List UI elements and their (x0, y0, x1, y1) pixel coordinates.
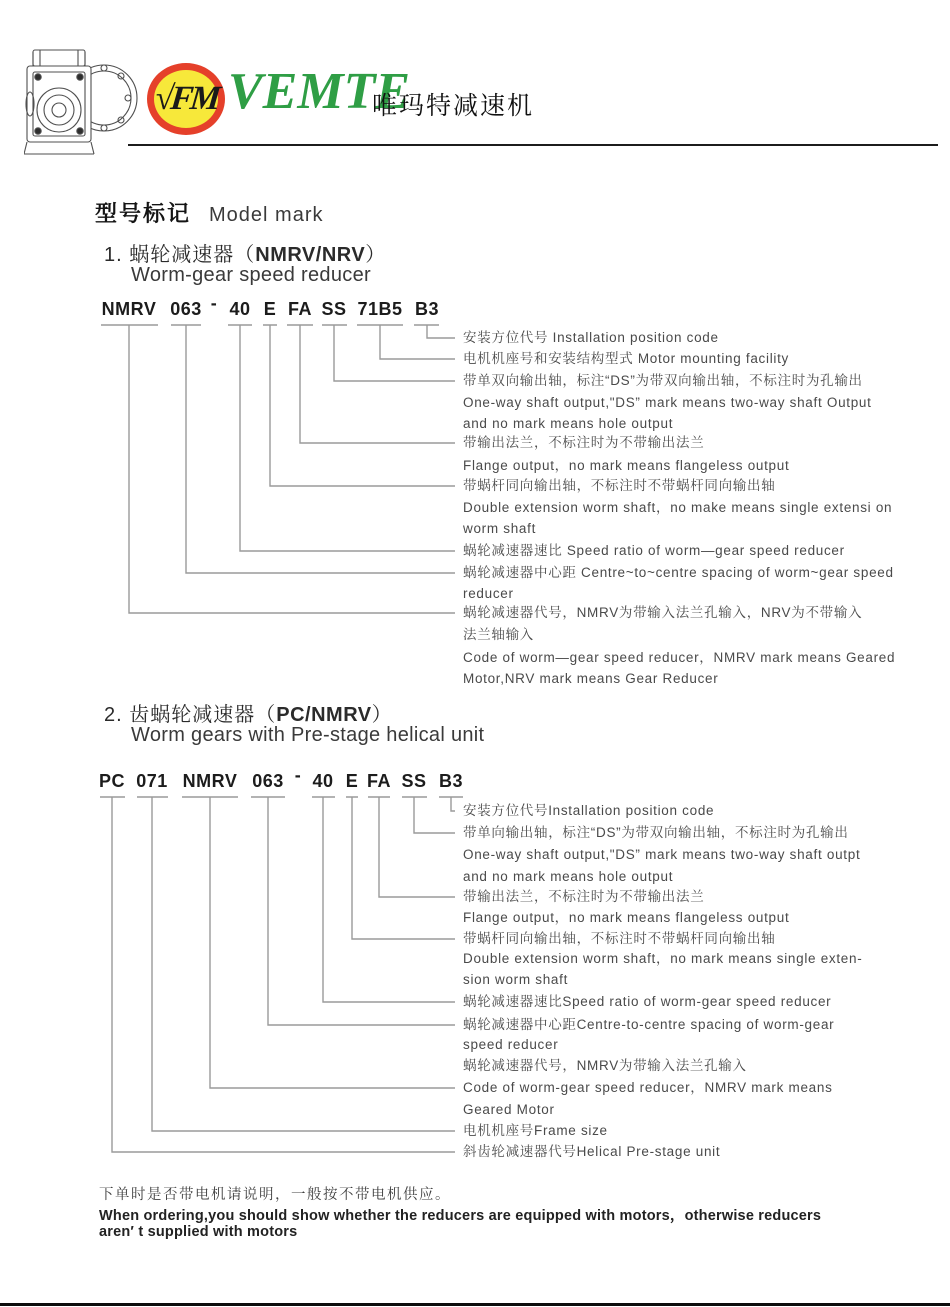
code-token: 063 (170, 299, 202, 319)
note-line: Flange output，no mark means flangeless output (463, 458, 790, 473)
code-token: SS (401, 771, 427, 791)
section1-number: 1. (104, 244, 123, 266)
note-line: 蜗轮减速器中心距Centre-to-centre spacing of worm-gear (463, 1017, 835, 1032)
logo-monogram: √FM (152, 80, 220, 117)
note-line: reducer (463, 586, 514, 601)
code-token: 40 (229, 299, 251, 319)
page-title (95, 197, 324, 228)
page-title-en: Model mark (209, 204, 324, 226)
note-line: 蜗轮减速器速比 Speed ratio of worm—gear speed reducer (463, 543, 845, 558)
brand-name-chinese: 唯玛特减速机 (372, 91, 535, 120)
code-token: E (345, 771, 359, 791)
note-line: 带输出法兰，不标注时为不带输出法兰 (463, 889, 705, 904)
note-line: Motor,NRV mark means Gear Reducer (463, 671, 719, 686)
company-logo-icon (147, 63, 225, 135)
note-line: Code of worm-gear speed reducer，NMRV mark means (463, 1080, 833, 1095)
code-token: PC (98, 771, 126, 791)
note-line: Flange output，no mark means flangeless output (463, 910, 790, 925)
note-line: 带单双向输出轴，标注“DS”为带双向输出轴，不标注时为孔输出 (463, 373, 863, 388)
note-line: 蜗轮减速器代号，NMRV为带输入法兰孔输入 (463, 1058, 747, 1073)
footer-note-en1: When ordering,you should show whether the reducers are equipped with motors，otherwise reducers (99, 1208, 822, 1224)
note-line: worm shaft (463, 521, 537, 536)
note-line: One-way shaft output,"DS” mark means two-way shaft outpt (463, 847, 861, 862)
note-line: 电机机座号Frame size (463, 1123, 608, 1138)
code-token: NMRV (182, 771, 238, 791)
code-token: B3 (438, 771, 464, 791)
note-line: 带输出法兰，不标注时为不带输出法兰 (463, 435, 705, 450)
page-title-cn: 型号标记 (95, 201, 192, 226)
note-line: 安装方位代号Installation position code (463, 803, 715, 818)
section2-heading-code: PC/NMRV (276, 704, 372, 726)
section2-heading-en: Worm gears with Pre-stage helical unit (131, 724, 485, 746)
note-line: 电机机座号和安装结构型式 Motor mounting facility (463, 351, 790, 366)
note-line: 蜗轮减速器速比Speed ratio of worm-gear speed reducer (463, 994, 832, 1009)
note-line: Double extension worm shaft，no mark means single exten- (463, 951, 863, 966)
section1-heading-cn: 蜗轮减速器（ (129, 244, 256, 266)
code-token: FA (287, 299, 313, 319)
note-line: Code of worm—gear speed reducer，NMRV mark means Geared (463, 650, 896, 665)
code-token: 071 (136, 771, 168, 791)
note-line: 蜗轮减速器中心距 Centre~to~centre spacing of worm~gear speed (463, 565, 894, 580)
note-line: 法兰轴输入 (463, 627, 534, 642)
section1-heading-code: NMRV/NRV (255, 244, 366, 266)
note-line: 带蜗杆同向输出轴，不标注时不带蜗杆同向输出轴 (463, 478, 776, 493)
note-line: speed reducer (463, 1037, 559, 1052)
gearbox-drawing (24, 42, 138, 168)
code-token: 40 (312, 771, 334, 791)
footer-note-cn: 下单时是否带电机请说明，一般按不带电机供应。 (99, 1187, 451, 1203)
note-line: 安装方位代号 Installation position code (463, 330, 719, 345)
note-line: Double extension worm shaft，no make means single extensi on (463, 500, 893, 515)
note-line: 带蜗杆同向输出轴，不标注时不带蜗杆同向输出轴 (463, 931, 776, 946)
code-dash: - (210, 293, 218, 313)
section2-heading: 2. 齿蜗轮减速器（PC/NMRV） (104, 704, 393, 726)
brand-name: VEMTE (228, 63, 411, 120)
code-token: FA (366, 771, 392, 791)
note-line: One-way shaft output,"DS” mark means two-way shaft Output (463, 395, 872, 410)
footer-note-en2: aren′ t supplied with motors (99, 1224, 298, 1240)
section2-heading-cn: 齿蜗轮减速器（ (129, 704, 277, 726)
code-token: 063 (252, 771, 284, 791)
note-line: sion worm shaft (463, 972, 569, 987)
code-token: NMRV (101, 299, 157, 319)
code-token: B3 (414, 299, 440, 319)
page-bottom-divider (0, 1303, 950, 1306)
code-token: 71B5 (357, 299, 403, 319)
note-line: Geared Motor (463, 1102, 555, 1117)
note-line: 斜齿轮减速器代号Helical Pre-stage unit (463, 1144, 721, 1159)
header-divider (128, 144, 938, 146)
code-token: SS (321, 299, 347, 319)
section1-heading: 1. 蜗轮减速器（NMRV/NRV） (104, 244, 387, 266)
note-line: and no mark means hole output (463, 416, 674, 431)
note-line: 带单向输出轴，标注“DS”为带双向输出轴，不标注时为孔输出 (463, 825, 849, 840)
code-token: E (263, 299, 277, 319)
section2-number: 2. (104, 704, 123, 726)
section1-heading-en: Worm-gear speed reducer (131, 264, 371, 286)
note-line: 蜗轮减速器代号，NMRV为带输入法兰孔输入，NRV为不带输入 (463, 605, 863, 620)
code-dash: - (294, 765, 302, 785)
note-line: and no mark means hole output (463, 869, 674, 884)
